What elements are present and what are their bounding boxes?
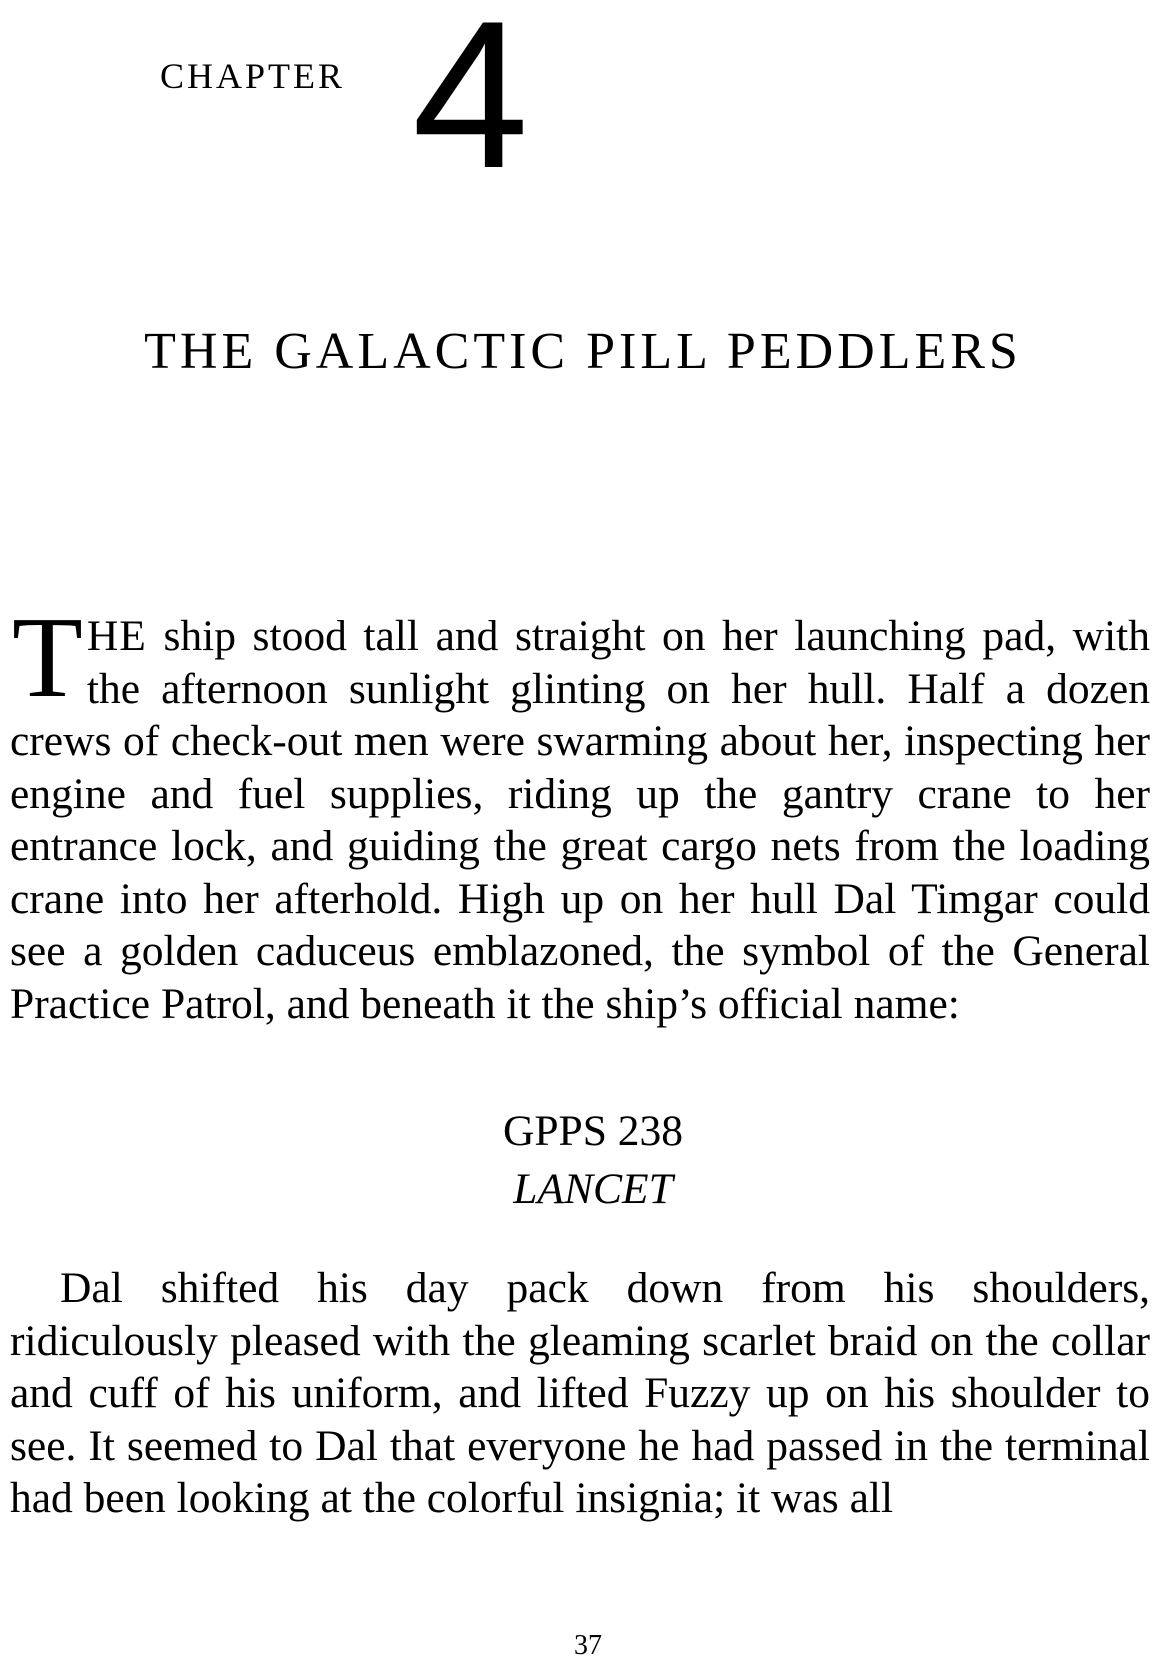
drop-cap: T [12, 594, 83, 722]
ship-designation: GPPS 238 [502, 1107, 684, 1155]
chapter-label: CHAPTER [160, 56, 346, 96]
opening-paragraph-text: ship stood tall and straight on her launching pad, with the afternoon sunlight glinting on her hull. Half a dozen crews of check-out men were swarming about her, inspecting her engine and fuel supplies, riding up the gantry crane to her entrance lock, and guiding the great cargo nets from the loading crane into her afterhold. High up on her hull Dal Timgar could see a golden caduceus emblazoned, the symbol of the General Practice Patrol, and beneath it the ship’s official name: [10, 612, 1150, 1028]
second-paragraph: Dal shifted his day pack down from his shoulders, ridiculously pleased with the gleaming scarlet braid on the collar and cuff of his uniform, and lifted Fuzzy up on his shoulder to see. It seemed to Dal that everyone he had passed in the terminal had been looking at the colorful insignia; it was all [10, 1264, 1150, 1522]
chapter-heading [160, 55, 345, 97]
opening-paragraph [10, 594, 1150, 1030]
chapter-number: 4 [412, 0, 529, 212]
ship-name: LANCET [513, 1165, 673, 1213]
chapter-title: THE GALACTIC PILL PEDDLERS [144, 323, 1022, 380]
page-number: 37 [574, 1630, 602, 1661]
opening-small-caps: HE [86, 612, 147, 660]
